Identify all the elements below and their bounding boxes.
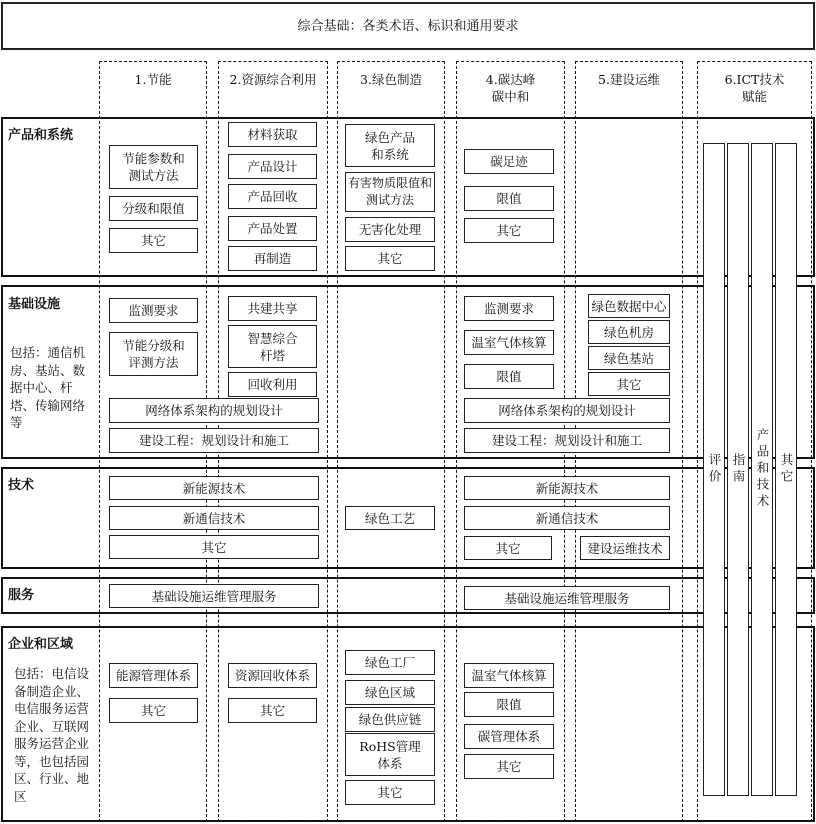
column-header-1: 1.节能	[134, 72, 172, 87]
node: 绿色工厂	[345, 650, 435, 675]
node: RoHS管理 体系	[345, 733, 435, 776]
node: 绿色工艺	[345, 506, 435, 530]
ict-strip-label: 评价	[707, 453, 722, 486]
node: 智慧综合 杆塔	[228, 325, 317, 368]
node: 其它	[228, 698, 317, 723]
node: 限值	[464, 186, 554, 211]
row-header-enterprise: 企业和区域	[8, 637, 74, 652]
node: 基础设施运维管理服务	[464, 586, 670, 610]
node: 产品处置	[228, 216, 317, 241]
node: 其它	[109, 698, 198, 723]
node: 建设工程：规划设计和施工	[109, 428, 319, 453]
node: 绿色供应链	[345, 707, 435, 732]
node: 共建共享	[228, 296, 317, 321]
row-header-tech: 技术	[8, 478, 35, 493]
node: 其它	[588, 372, 670, 396]
node: 其它	[345, 780, 435, 805]
node: 其它	[345, 246, 435, 271]
row-header-products: 产品和系统	[8, 128, 74, 143]
node: 新通信技术	[464, 506, 670, 530]
node: 温室气体核算	[464, 330, 554, 355]
node: 新通信技术	[109, 506, 319, 530]
node: 绿色机房	[588, 320, 670, 344]
node: 建设工程：规划设计和施工	[464, 428, 670, 453]
node: 绿色区域	[345, 680, 435, 705]
column-header-5: 5.建设运维	[598, 72, 660, 87]
node: 有害物质限值和 测试方法	[345, 172, 435, 212]
row-desc-enterprise: 包括：电信设备制造企业、电信服务运营企业、互联网服务运营企业等，也包括园区、行业、地区	[14, 666, 90, 804]
column-header-3: 3.绿色制造	[360, 72, 422, 87]
node: 材料获取	[228, 122, 317, 147]
node: 其它	[464, 536, 552, 560]
node: 网络体系架构的规划设计	[109, 398, 319, 423]
node: 回收利用	[228, 372, 317, 397]
node: 其它	[464, 754, 554, 779]
node: 新能源技术	[464, 476, 670, 500]
node: 建设运维技术	[580, 536, 670, 560]
node: 其它	[109, 228, 198, 253]
row-header-infra: 基础设施	[8, 297, 61, 312]
node: 监测要求	[109, 298, 198, 323]
ict-strip-label: 产品和技术	[755, 428, 770, 511]
node: 其它	[464, 218, 554, 243]
node: 网络体系架构的规划设计	[464, 398, 670, 423]
column-header-4: 4.碳达峰 碳中和	[485, 72, 536, 104]
node: 资源回收体系	[228, 663, 317, 688]
node: 分级和限值	[109, 196, 198, 221]
row-desc-infra: 包括：通信机房、基站、数据中心、杆塔、传输网络等	[10, 345, 86, 430]
node: 限值	[464, 364, 554, 389]
node: 节能分级和 评测方法	[109, 332, 198, 376]
node: 碳管理体系	[464, 724, 554, 749]
node: 绿色产品 和系统	[345, 124, 435, 167]
node: 基础设施运维管理服务	[109, 584, 319, 608]
node: 能源管理体系	[109, 663, 198, 688]
title-text: 综合基础：各类术语、标识和通用要求	[297, 18, 519, 34]
node: 无害化处理	[345, 217, 435, 242]
ict-strip	[775, 143, 797, 796]
node: 新能源技术	[109, 476, 319, 500]
ict-strip-label: 其它	[779, 453, 794, 486]
node: 产品设计	[228, 154, 317, 179]
ict-strip	[751, 143, 773, 796]
node: 温室气体核算	[464, 663, 554, 688]
column-header-6: 6.ICT技术 赋能	[724, 72, 785, 104]
title-bar	[1, 2, 815, 50]
node: 产品回收	[228, 184, 317, 209]
node: 绿色基站	[588, 346, 670, 370]
node: 监测要求	[464, 296, 554, 321]
node: 碳足迹	[464, 149, 554, 174]
node: 绿色数据中心	[588, 294, 670, 318]
ict-strip	[727, 143, 749, 796]
node: 节能参数和 测试方法	[109, 145, 198, 189]
row-header-service: 服务	[8, 588, 35, 603]
column-header-2: 2.资源综合利用	[229, 72, 317, 87]
node: 再制造	[228, 246, 317, 271]
ict-strip-label: 指南	[731, 453, 746, 486]
ict-strip	[703, 143, 725, 796]
node: 限值	[464, 692, 554, 717]
node: 其它	[109, 535, 319, 559]
